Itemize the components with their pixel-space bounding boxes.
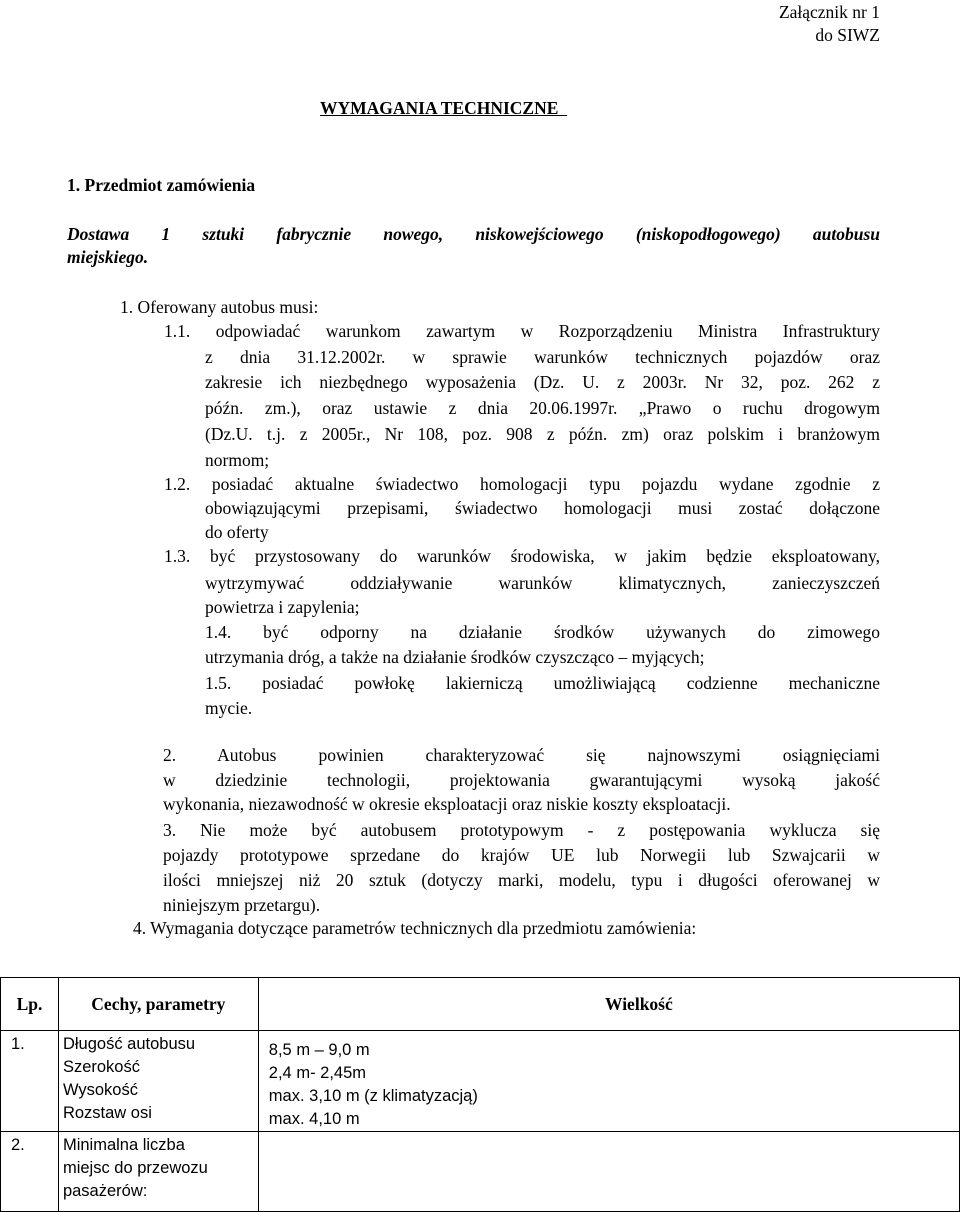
row-lp: 1. (1, 1031, 59, 1132)
para-1-1-line: (Dz.U. t.j. z 2005r., Nr 108, poz. 908 z późn. zm) oraz polskim i branżowym (205, 424, 880, 444)
feature-seats-line: pasażerów: (62, 1182, 148, 1200)
subject-line-2: miejskiego. (67, 247, 149, 267)
value-length: 8,5 m – 9,0 m (268, 1041, 370, 1059)
para-1-5-line: 1.5. posiadać powłokę lakierniczą umożliwiającą codzienne mechaniczne (205, 673, 880, 693)
section-heading: 1. Przedmiot zamówienia (67, 175, 256, 195)
para-3-line: ilości mniejszej niż 20 sztuk (dotyczy marki, modelu, typu i długości oferowanej w (163, 870, 880, 890)
para-3-line: pojazdy prototypowe sprzedane do krajów UE lub Norwegii lub Szwajcarii w (163, 845, 880, 865)
para-1-5-line: mycie. (205, 698, 253, 718)
row-lp: 2. (1, 1132, 59, 1212)
para-2-line: wykonania, niezawodność w okresie eksploatacji oraz niskie koszty eksploatacji. (163, 794, 731, 814)
page-title: WYMAGANIA TECHNICZNE (320, 98, 559, 118)
para-1-1-line: zakresie ich niezbędnego wyposażenia (Dz. U. z 2003r. Nr 32, poz. 262 z (205, 372, 880, 392)
para-3-line: 3. Nie może być autobusem prototypowym - z postępowania wyklucza się (163, 820, 880, 840)
attachment-number: Załącznik nr 1 (778, 2, 880, 22)
row-features (58, 1031, 258, 1132)
para-1-2-line: 1.2. posiadać aktualne świadectwo homologacji typu pojazdu wydane zgodnie z (164, 474, 880, 494)
feature-wheelbase: Rozstaw osi (62, 1104, 152, 1122)
para-2-line: 2. Autobus powinien charakteryzować się najnowszymi osiągnięciami (163, 745, 880, 765)
para-1-4-line: utrzymania dróg, a także na działanie środków czyszcząco – myjących; (205, 647, 705, 667)
row-values (258, 1132, 959, 1212)
value-height: max. 3,10 m (z klimatyzacją) (268, 1087, 478, 1105)
row-features (58, 1132, 258, 1212)
feature-seats-line: Minimalna liczba (62, 1136, 185, 1154)
feature-length: Długość autobusu (62, 1035, 196, 1053)
value-wheelbase: max. 4,10 m (268, 1110, 360, 1128)
table-header-row (1, 978, 960, 1031)
para-4: 4. Wymagania dotyczące parametrów technicznych dla przedmiotu zamówienia: (133, 918, 697, 938)
list-item-1: 1. Oferowany autobus musi: (120, 297, 319, 317)
para-1-1-line: z dnia 31.12.2002r. w sprawie warunków technicznych pojazdów oraz (205, 347, 880, 367)
header-size: Wielkość (258, 978, 959, 1031)
para-1-4-line: 1.4. być odporny na działanie środków używanych do zimowego (205, 622, 880, 642)
para-1-3-line: powietrza i zapylenia; (205, 597, 360, 617)
para-1-3-line: wytrzymywać oddziaływanie warunków klimatycznych, zanieczyszczeń (205, 573, 880, 593)
para-3-line: niniejszym przetargu). (163, 895, 321, 915)
subject-line-1: Dostawa 1 sztuki fabrycznie nowego, niskowejściowego (niskopodłogowego) autobusu (67, 224, 880, 244)
attachment-ref: do SIWZ (815, 25, 880, 45)
value-width: 2,4 m- 2,45m (268, 1064, 367, 1082)
para-1-1-line: normom; (205, 450, 270, 470)
para-1-1-line: 1.1. odpowiadać warunkom zawartym w Rozporządzeniu Ministra Infrastruktury (164, 321, 880, 341)
para-1-3-line: 1.3. być przystosowany do warunków środowiska, w jakim będzie eksploatowany, (164, 546, 880, 566)
header-features: Cechy, parametry (58, 978, 258, 1031)
feature-width: Szerokość (62, 1058, 140, 1076)
para-2-line: w dziedzinie technologii, projektowania gwarantującymi wysoką jakość (163, 770, 880, 790)
para-1-2-line: do oferty (205, 522, 269, 542)
parameters-table (0, 977, 960, 1212)
header-lp: Lp. (1, 978, 59, 1031)
para-1-2-line: obowiązującymi przepisami, świadectwo homologacji musi zostać dołączone (205, 498, 880, 518)
table-row (1, 1031, 960, 1132)
feature-height: Wysokość (62, 1081, 138, 1099)
para-1-1-line: późn. zm.), oraz ustawie z dnia 20.06.1997r. „Prawo o ruchu drogowym (205, 398, 880, 418)
feature-seats-line: miejsc do przewozu (62, 1159, 208, 1177)
table-row (1, 1132, 960, 1212)
row-values (258, 1031, 959, 1132)
